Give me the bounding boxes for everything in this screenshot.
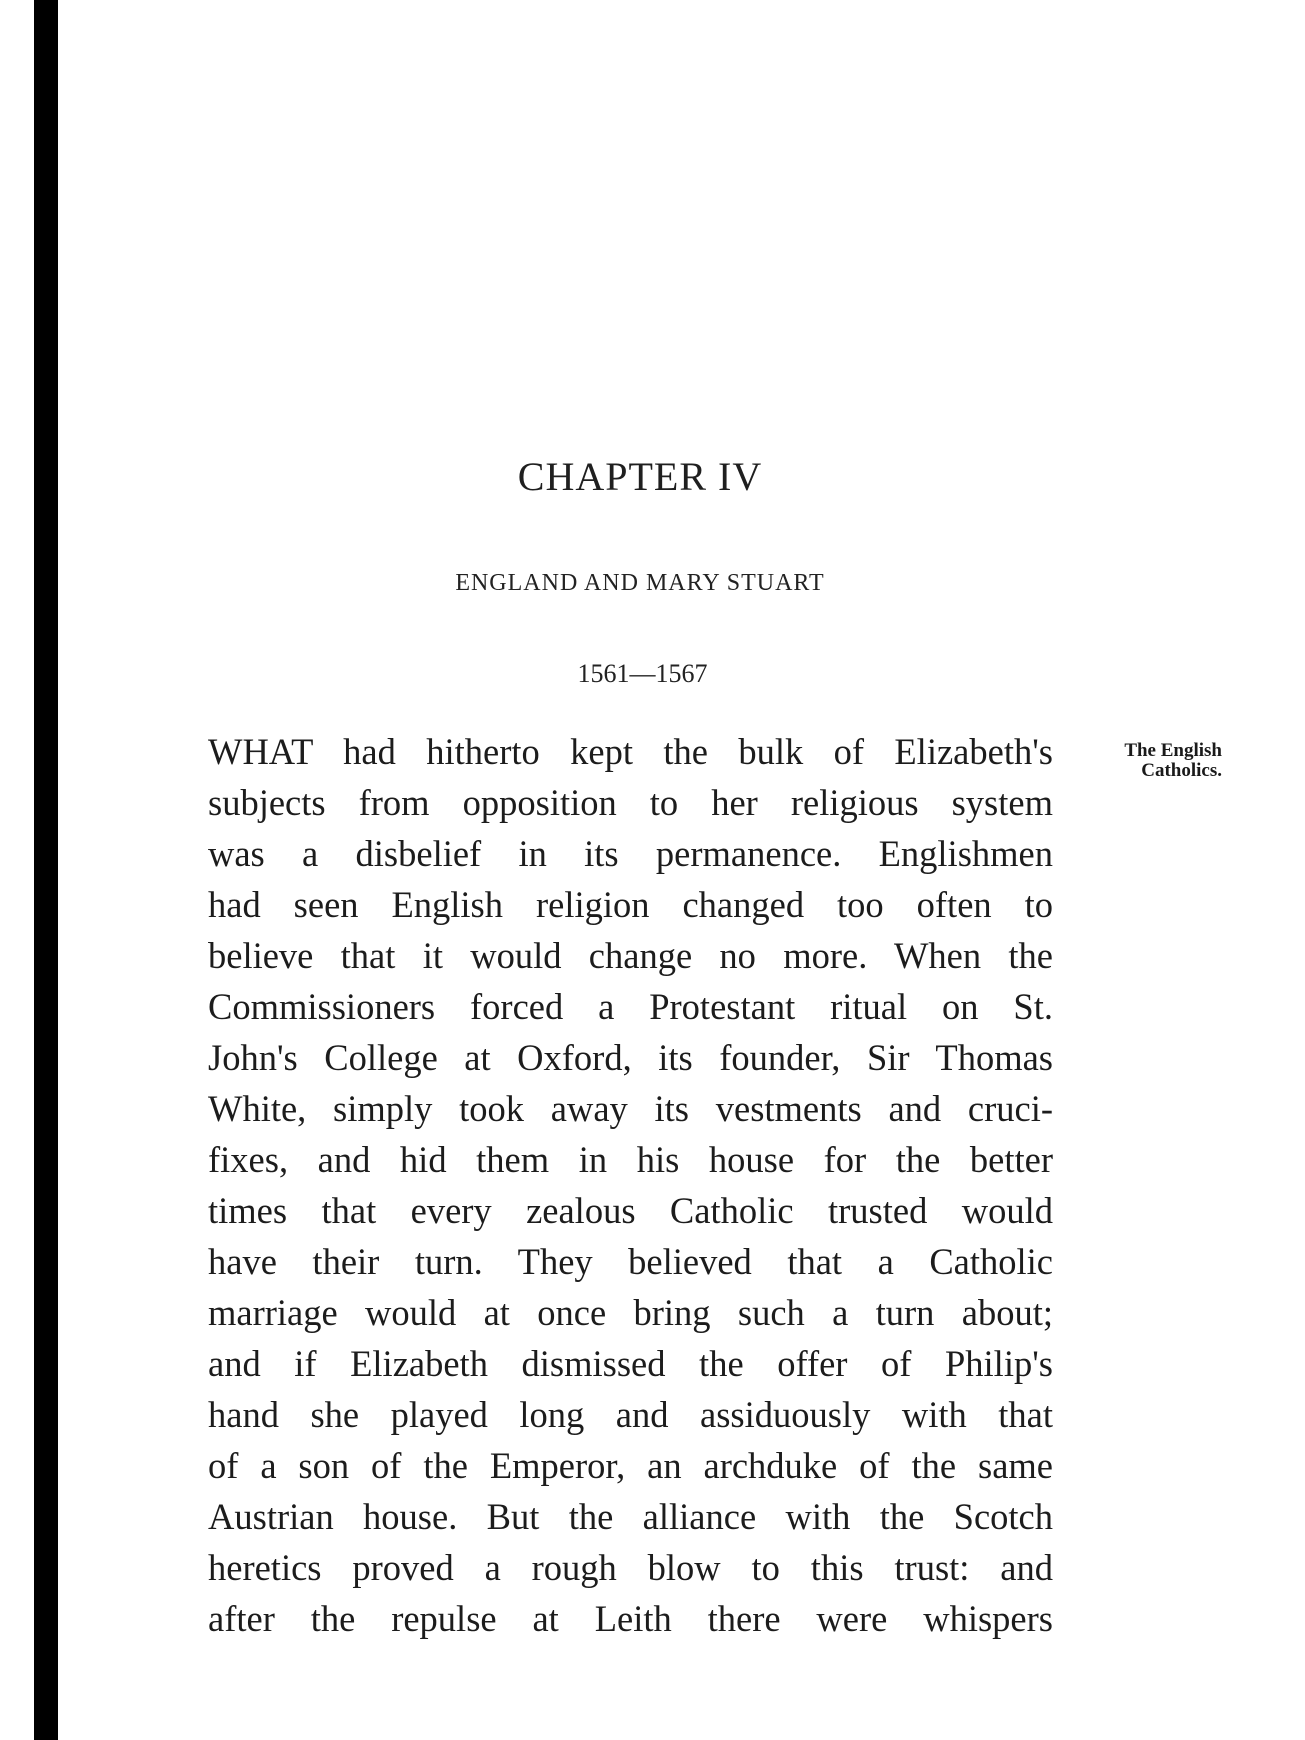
chapter-dates: 1561—1567: [577, 659, 708, 688]
text-line: Commissioners forced a Protestant ritual on St.: [208, 986, 1053, 1027]
margin-note: [1062, 741, 1222, 781]
text-line: was a disbelief in its permanence. Englishmen: [208, 833, 1053, 874]
text-line: have their turn. They believed that a Catholic: [208, 1241, 1053, 1282]
text-line: believe that it would change no more. When the: [208, 935, 1053, 976]
text-line: and if Elizabeth dismissed the offer of Philip's: [208, 1343, 1053, 1384]
text-line: after the repulse at Leith there were whispers: [208, 1598, 1053, 1639]
margin-note-line: Catholics.: [1141, 760, 1222, 781]
page-binding-edge: [34, 0, 58, 1740]
text-line: fixes, and hid them in his house for the better: [208, 1139, 1053, 1180]
text-line: WHAT had hitherto kept the bulk of Elizabeth's: [208, 731, 1053, 772]
text-line: hand she played long and assiduously with that: [208, 1394, 1053, 1435]
text-line: marriage would at once bring such a turn about;: [208, 1292, 1053, 1333]
text-line: heretics proved a rough blow to this trust: and: [208, 1547, 1053, 1588]
text-line: of a son of the Emperor, an archduke of the same: [208, 1445, 1053, 1486]
margin-note-line: The English: [1124, 740, 1222, 761]
text-line: times that every zealous Catholic trusted would: [208, 1190, 1053, 1231]
chapter-title: ENGLAND AND MARY STUART: [455, 570, 825, 596]
text-line: Austrian house. But the alliance with the Scotch: [208, 1496, 1053, 1537]
text-line: had seen English religion changed too often to: [208, 884, 1053, 925]
body-paragraph: [208, 726, 1053, 1644]
text-line: White, simply took away its vestments and cruci-: [208, 1088, 1053, 1129]
chapter-number: CHAPTER IV: [517, 454, 763, 499]
text-line: John's College at Oxford, its founder, Sir Thomas: [208, 1037, 1053, 1078]
text-line: subjects from opposition to her religious system: [208, 782, 1053, 823]
